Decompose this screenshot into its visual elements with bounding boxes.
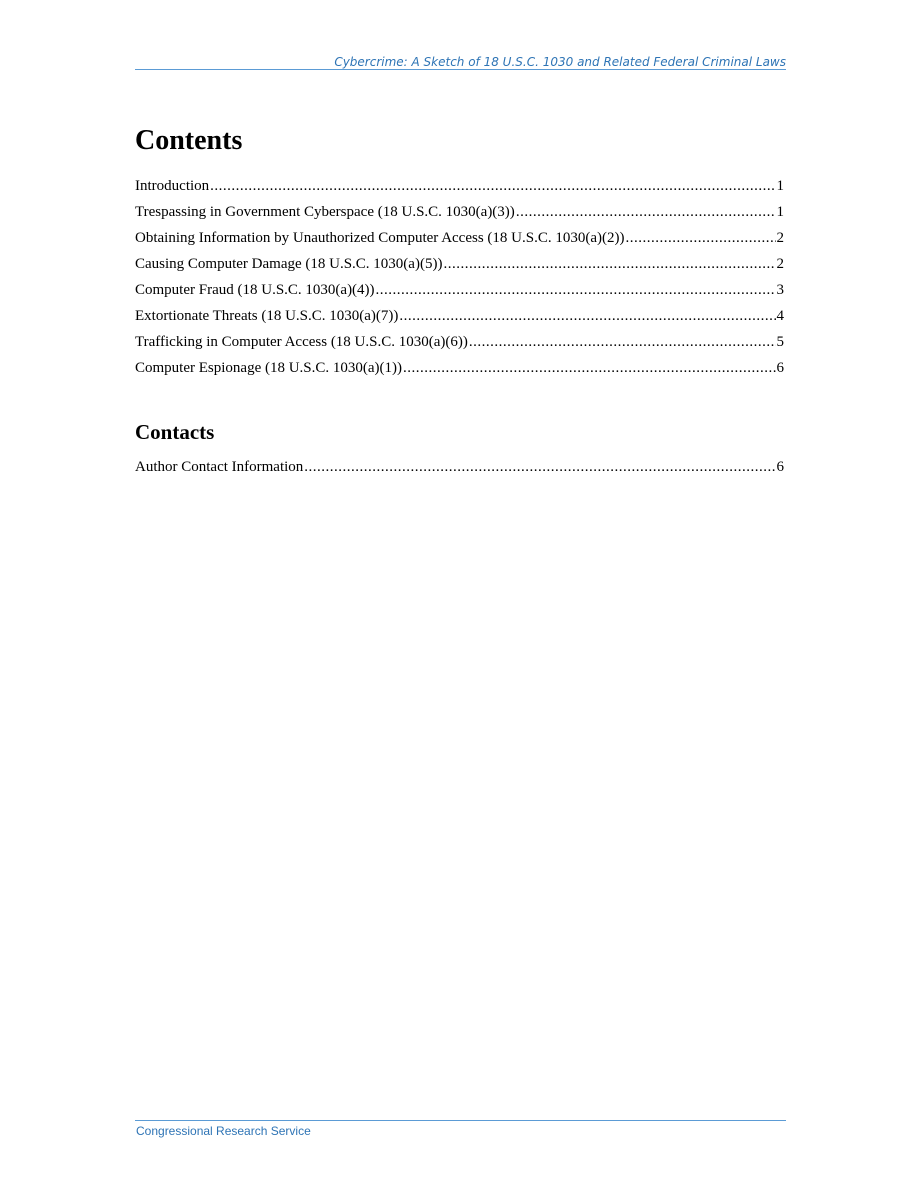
toc-dot-leader [403, 358, 775, 378]
toc-entry-label: Trafficking in Computer Access (18 U.S.C. 1030(a)(6)) [135, 334, 468, 350]
toc-entry-label: Computer Fraud (18 U.S.C. 1030(a)(4)) [135, 282, 375, 298]
toc-entry-extortionate-threats[interactable] [135, 306, 784, 332]
toc-entry-label: Author Contact Information [135, 459, 304, 475]
footer-rule [135, 1120, 786, 1121]
toc-entry-introduction[interactable] [135, 176, 784, 202]
toc-entry-trespassing[interactable] [135, 202, 784, 228]
toc-entry-computer-espionage[interactable] [135, 358, 784, 384]
toc-dot-leader [516, 202, 776, 222]
toc-entry-page: 3 [776, 282, 784, 298]
contacts-toc [135, 457, 784, 483]
toc-entry-page: 2 [776, 230, 784, 246]
toc-entry-computer-damage[interactable] [135, 254, 784, 280]
toc-entry-label: Trespassing in Government Cyberspace (18 U.S.C. 1030(a)(3)) [135, 204, 515, 220]
toc-entry-page: 1 [776, 204, 784, 220]
toc-entry-obtaining-information[interactable] [135, 228, 784, 254]
toc-dot-leader [399, 306, 775, 326]
toc-dot-leader [210, 176, 775, 196]
toc-entry-computer-fraud[interactable] [135, 280, 784, 306]
toc-dot-leader [625, 228, 775, 248]
toc-dot-leader [304, 457, 775, 477]
toc-dot-leader [376, 280, 776, 300]
toc-entry-page: 1 [776, 178, 784, 194]
footer-organization: Congressional Research Service [136, 1124, 311, 1138]
toc-entry-label: Obtaining Information by Unauthorized Computer Access (18 U.S.C. 1030(a)(2)) [135, 230, 625, 246]
header-rule [135, 69, 786, 70]
toc-dot-leader [469, 332, 776, 352]
toc-entry-page: 4 [776, 308, 784, 324]
toc-entry-page: 5 [776, 334, 784, 350]
running-header: Cybercrime: A Sketch of 18 U.S.C. 1030 and Related Federal Criminal Laws [334, 55, 786, 69]
toc-entry-label: Causing Computer Damage (18 U.S.C. 1030(a)(5)) [135, 256, 443, 272]
toc-entry-page: 6 [776, 459, 784, 475]
toc-entry-trafficking[interactable] [135, 332, 784, 358]
contents-heading: Contents [135, 125, 243, 156]
toc-dot-leader [443, 254, 775, 274]
toc-entry-label: Computer Espionage (18 U.S.C. 1030(a)(1)) [135, 360, 403, 376]
toc-entry-page: 6 [776, 360, 784, 376]
toc-entry-label: Introduction [135, 178, 210, 194]
toc-entry-author-contact[interactable] [135, 457, 784, 483]
contacts-heading: Contacts [135, 420, 215, 444]
toc-entry-label: Extortionate Threats (18 U.S.C. 1030(a)(7)) [135, 308, 399, 324]
toc-entry-page: 2 [776, 256, 784, 272]
contents-toc [135, 176, 784, 384]
